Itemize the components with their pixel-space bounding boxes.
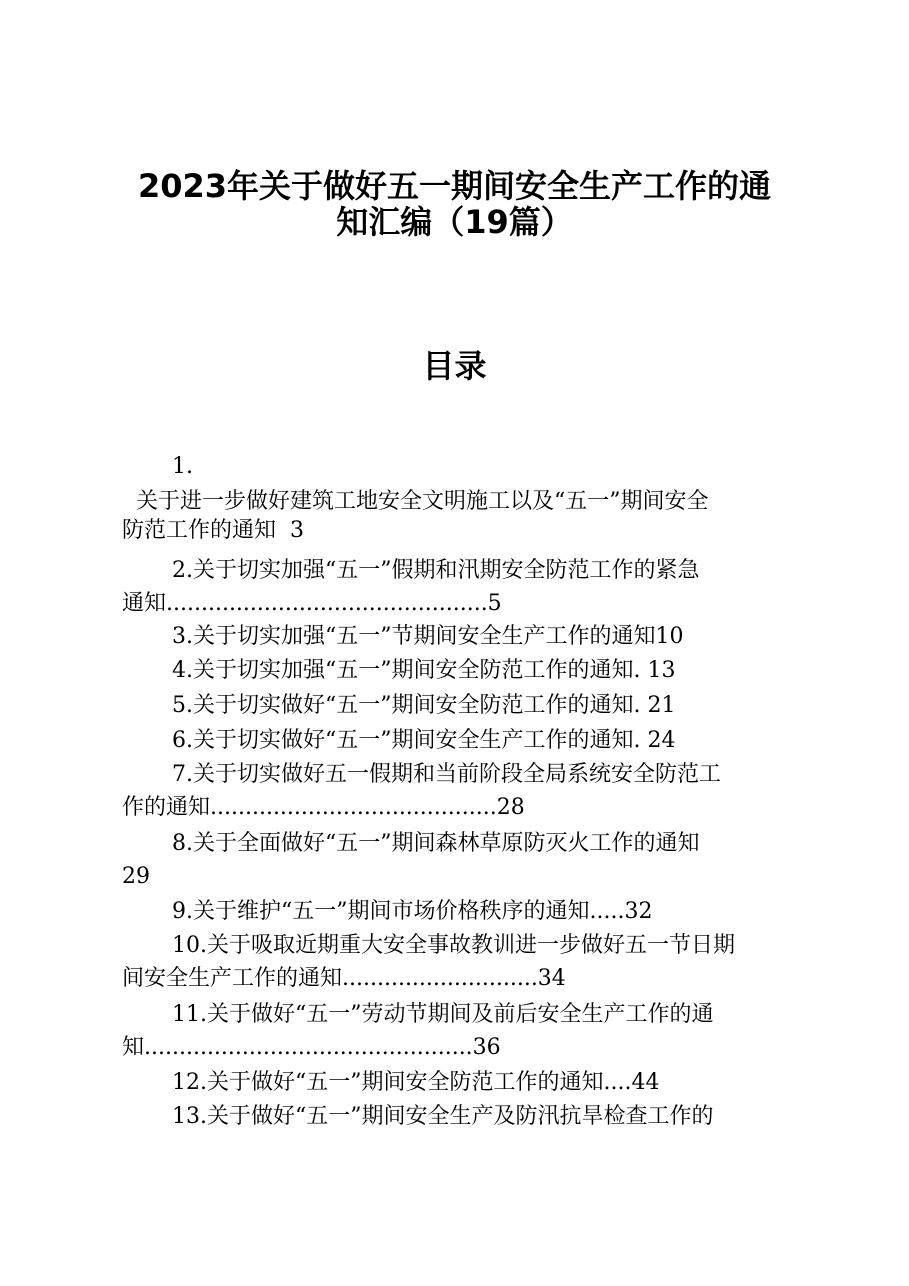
toc-line: 29: [122, 864, 150, 889]
document-title-line-2: 知汇编（19篇）: [336, 203, 573, 241]
toc-line: 7.关于切实做好五一假期和当前阶段全局系统安全防范工: [172, 762, 721, 787]
toc-line: 10.关于吸取近期重大安全事故教训进一步做好五一节日期: [172, 933, 735, 958]
toc-line: 知...............................................36: [122, 1035, 501, 1060]
toc-line: 8.关于全面做好“五一”期间森林草原防灭火工作的通知: [172, 831, 700, 856]
toc-line: 9.关于维护“五一”期间市场价格秩序的通知.....32: [172, 899, 653, 924]
toc-line: 关于进一步做好建筑工地安全文明施工以及“五一”期间安全: [136, 489, 709, 514]
toc-line: 3.关于切实加强“五一”节期间安全生产工作的通知10: [172, 624, 684, 649]
toc-line: 通知..............................................5: [122, 591, 502, 616]
toc-heading: 目录: [422, 347, 487, 385]
toc-line: 13.关于做好“五一”期间安全生产及防汛抗旱检查工作的: [172, 1104, 714, 1129]
toc-line: 6.关于切实做好“五一”期间安全生产工作的通知. 24: [172, 728, 676, 753]
toc-line: 12.关于做好“五一”期间安全防范工作的通知....44: [172, 1070, 660, 1095]
toc-line: 1.: [172, 454, 193, 479]
toc-line: 防范工作的通知 3: [122, 518, 304, 543]
toc-line: 作的通知.........................................28: [122, 795, 525, 820]
toc-line: 11.关于做好“五一”劳动节期间及前后安全生产工作的通: [172, 1002, 714, 1027]
toc-line: 4.关于切实加强“五一”期间安全防范工作的通知. 13: [172, 658, 676, 683]
document-title-line-1: 2023年关于做好五一期间安全生产工作的通: [137, 167, 772, 205]
toc-line: 2.关于切实加强“五一”假期和汛期安全防范工作的紧急: [172, 558, 700, 583]
toc-line: 5.关于切实做好“五一”期间安全防范工作的通知. 21: [172, 693, 676, 718]
toc-line: 间安全生产工作的通知............................34: [122, 966, 566, 991]
